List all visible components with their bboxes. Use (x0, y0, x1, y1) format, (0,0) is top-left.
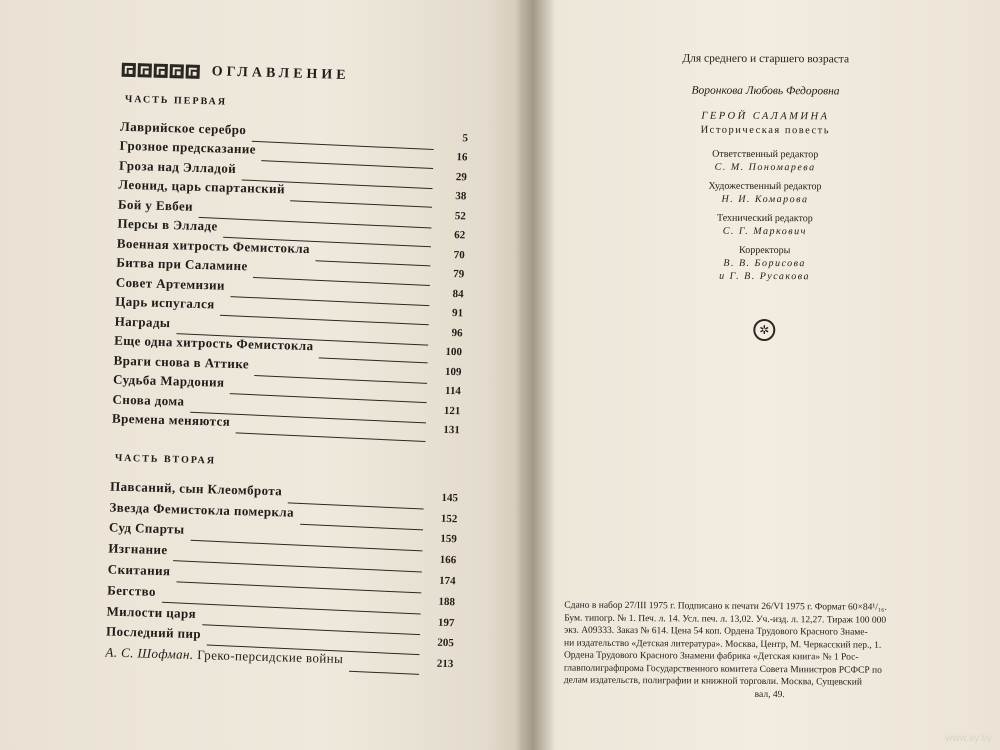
colophon-line: Ордена Трудового Красного Знамени фабрика «Детская книга» № 1 Рос- (563, 650, 859, 663)
publisher-emblem-icon: ✲ (753, 319, 775, 341)
entry-page: 70 (453, 248, 465, 261)
colophon (564, 600, 977, 703)
entry-page: 152 (440, 512, 458, 525)
entry-title: Еще одна хитрость Фемистокла (113, 332, 314, 354)
part-two-list (43, 472, 458, 671)
entry-title: Лаврийское серебро (119, 118, 247, 137)
entry-title: Судьба Мардония (112, 371, 225, 390)
colophon-line: делам издательств, полиграфии и книжной торговли. Москва, Сущевский (563, 675, 862, 688)
credit-name: С. М. Пономарева (714, 161, 816, 174)
entry-page: 131 (443, 423, 460, 437)
credit-role: Ответственный редактор (712, 148, 819, 161)
entry-page: 145 (441, 491, 459, 505)
entry-title: Последний пир (105, 623, 202, 642)
entry-page: 5 (462, 131, 469, 144)
entry-title: Враги снова в Аттике (113, 352, 250, 371)
entry-page: 174 (438, 574, 456, 588)
entry-title: Царь испугался (115, 293, 215, 312)
credit-role: Технический редактор (716, 212, 813, 225)
entry-title: Звезда Фемистокла померкла (109, 499, 295, 520)
entry-title: Совет Артемизии (115, 274, 226, 293)
entry-title: Грозное предсказание (119, 137, 257, 157)
entry-title: Суд Спарты (108, 519, 185, 538)
colophon-line: экз. А09333. Заказ № 614. Цена 54 коп. Ордена Трудового Красного Знаме- (564, 625, 868, 638)
credit-name: и Г. В. Русакова (719, 270, 811, 283)
entry-page: 197 (437, 616, 455, 629)
entry-title: Бегство (107, 582, 157, 599)
entry-page: 205 (437, 637, 455, 650)
entry-page: 79 (453, 268, 465, 281)
entry-title: Битва при Саламине (116, 254, 248, 274)
entry-page: 62 (454, 229, 466, 242)
colophon-line: вал, 49. (754, 689, 785, 700)
entry-page: 188 (438, 595, 456, 609)
colophon-line: Бум. типогр. № 1. Печ. л. 14. Усл. печ. л. 13,02. Уч.-изд. л. 12,27. Тираж 100 000 (564, 613, 887, 626)
entry-title: Снова дома (112, 391, 185, 409)
entry-title: Милости царя (106, 603, 197, 621)
entry-title: Военная хитрость Фемистокла (116, 235, 311, 256)
entry-title: Изгнание (108, 540, 168, 558)
entry-page: 213 (436, 657, 454, 671)
book-subtitle: Историческая повесть (700, 124, 831, 137)
colophon-line: главполиграфпрома Государственного комитета Совета Министров РСФСР по (563, 663, 882, 676)
part-one-label: ЧАСТЬ ПЕРВАЯ (124, 93, 228, 108)
author-name: Воронкова Любовь Федоровна (691, 84, 840, 98)
entry-title: Скитания (107, 561, 171, 579)
entry-page: 38 (455, 190, 467, 203)
entry-title: Времена меняются (111, 410, 231, 429)
entry-title: Гроза над Элладой (118, 157, 237, 176)
credit-names (600, 256, 930, 284)
book-gutter (515, 0, 555, 750)
watermark: www.ay.by (944, 733, 992, 744)
entry-page: 96 (451, 326, 463, 339)
entry-page: 121 (443, 404, 461, 417)
credit-name: В. В. Борисова (723, 257, 806, 270)
entry-title: Персы в Элладе (117, 215, 218, 234)
book-title: ГЕРОЙ САЛАМИНА (701, 110, 830, 123)
age-note: Для среднего и старшего возраста (682, 52, 850, 66)
entry-title: Награды (114, 313, 171, 330)
entry-title: Леонид, царь спартанский (118, 176, 286, 197)
entry-title: Павсаний, сын Клеомброта (109, 478, 283, 499)
entry-title: Бой у Евбеи (117, 196, 194, 214)
credit-name: С. Г. Маркович (722, 225, 807, 238)
entry-page: 52 (454, 209, 466, 222)
greek-meander-ornament-icon (122, 63, 200, 79)
colophon-line: ни издательство «Детская литература». Москва, Центр, М. Черкасский пер., 1. (564, 638, 882, 651)
contents-title: ОГЛАВЛЕНИЕ (211, 64, 350, 84)
credit-role: Корректоры (739, 244, 791, 257)
appendix-title: Греко-персидские войны (197, 647, 344, 667)
leader-line (236, 432, 426, 442)
entry-page: 114 (444, 384, 462, 398)
entry-page: 166 (439, 553, 457, 567)
part-one-list (50, 113, 469, 436)
entry-page: 109 (444, 365, 462, 378)
part-two-label: ЧАСТЬ ВТОРАЯ (114, 452, 217, 467)
credit-name: Н. И. Комарова (721, 193, 809, 206)
appendix-author: А. С. Шофман. (105, 644, 194, 663)
colophon-line: Сдано в набор 27/III 1975 г. Подписано к печати 26/VI 1975 г. Формат 60×84¹/₁₆. (564, 600, 887, 613)
entry-page: 100 (445, 345, 463, 359)
entry-page: 159 (440, 533, 457, 546)
entry-page: 29 (455, 170, 468, 183)
entry-page: 84 (452, 287, 464, 300)
table-of-contents (43, 60, 470, 670)
entry-page: 91 (451, 307, 464, 320)
credit-role: Художественный редактор (708, 180, 822, 193)
imprint-block (599, 51, 931, 342)
entry-page: 16 (456, 151, 468, 164)
